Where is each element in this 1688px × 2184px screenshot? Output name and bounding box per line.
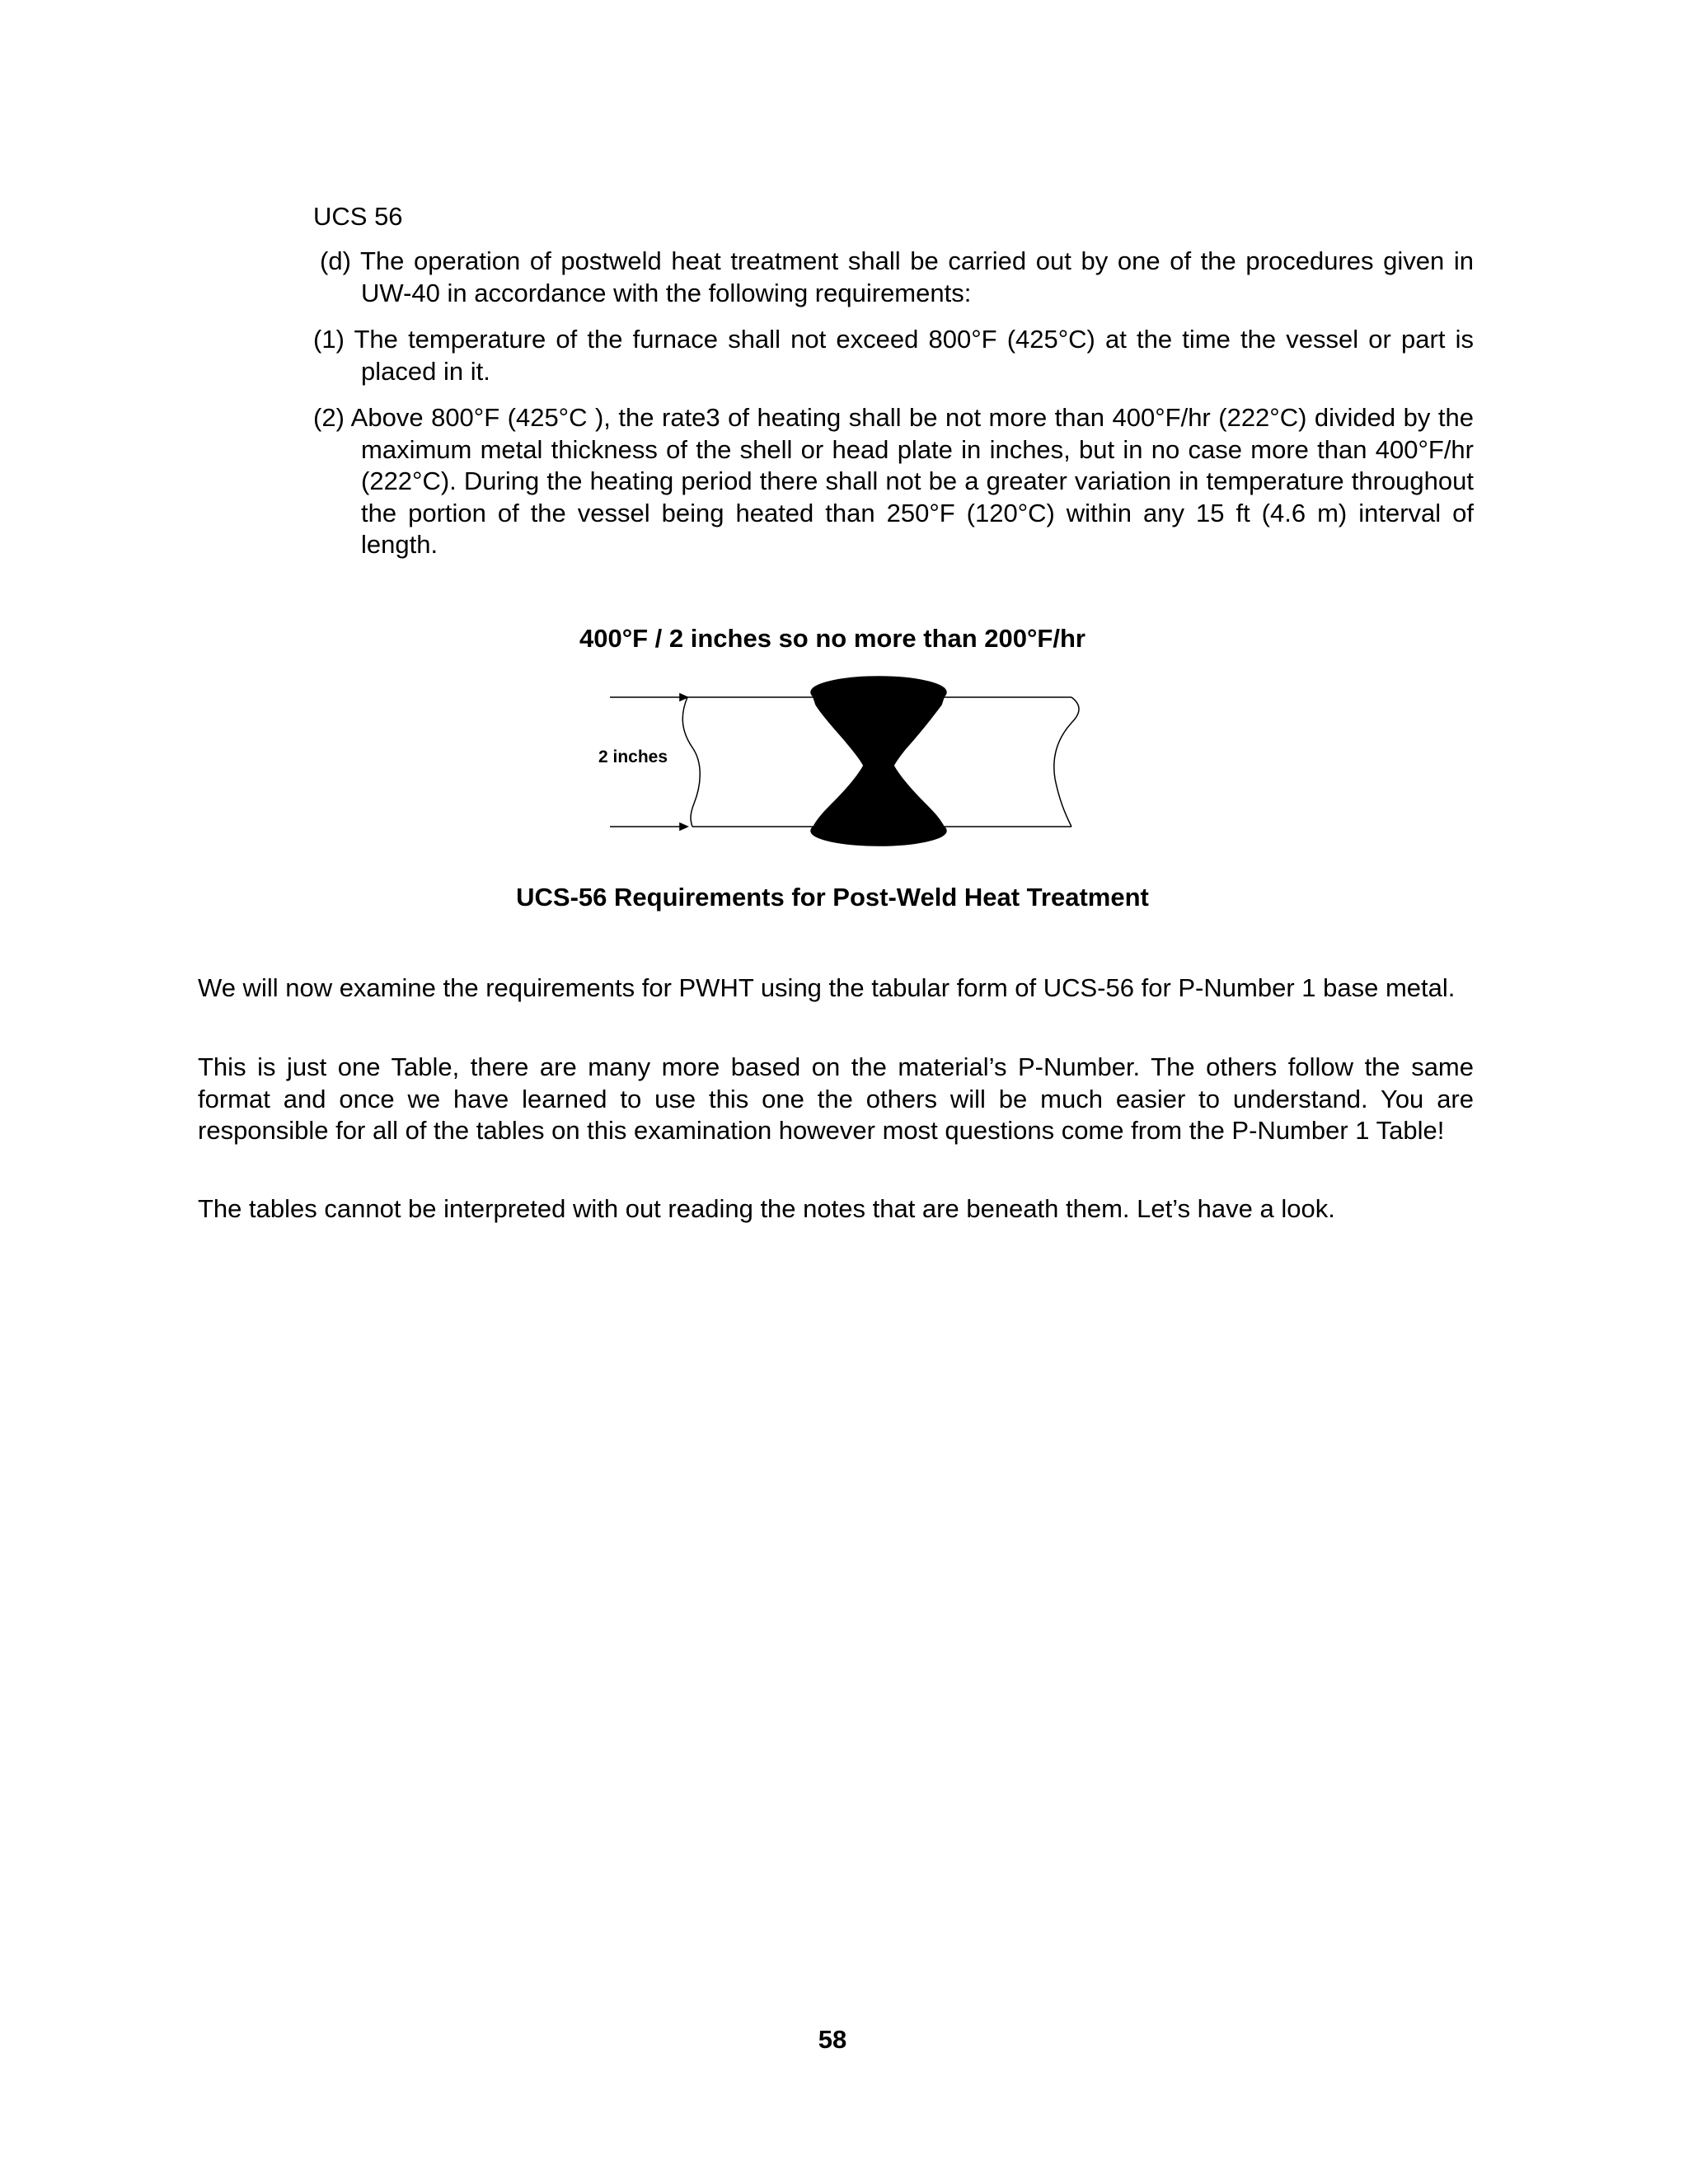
figure-caption: UCS-56 Requirements for Post-Weld Heat Treatment bbox=[516, 883, 1149, 912]
dimension-label: 2 inches bbox=[598, 748, 668, 766]
section-heading: UCS 56 bbox=[313, 202, 403, 231]
weld-bead bbox=[811, 677, 946, 846]
body-paragraph: This is just one Table, there are many more based on the material’s P-Number. The others follow the same format and once we have learned to use this one the others will be much easier to understand. You are responsible for all of the tables on this examination however most questions come from the P-Number 1 Table! bbox=[198, 1052, 1474, 1145]
body-paragraph: We will now examine the requirements for PWHT using the tabular form of UCS-56 for P-Number 1 base metal. bbox=[198, 973, 1456, 1002]
clause-2: (2) Above 800°F (425°C ), the rate3 of heating shall be not more than 400°F/hr (222°C) divided by the maximum metal thickness of the shell or head plate in inches, but in no case more than 400°F/hr (222°C). During the heating period there shall not be a greater variation in temperature throughout the portion of the vessel being heated than 250°F (120°C) within any 15 ft (4.6 m) interval of length. bbox=[313, 403, 1474, 559]
weld-diagram bbox=[577, 672, 1113, 853]
clause-d: (d) The operation of postweld heat treatment shall be carried out by one of the procedures given in UW-40 in accordance with the following requirements: bbox=[320, 246, 1474, 307]
figure-title: 400°F / 2 inches so no more than 200°F/hr bbox=[579, 624, 1085, 653]
page-number: 58 bbox=[818, 2025, 847, 2054]
clause-1: (1) The temperature of the furnace shall not exceed 800°F (425°C) at the time the vessel or part is placed in it. bbox=[313, 325, 1474, 386]
body-paragraph: The tables cannot be interpreted with out reading the notes that are beneath them. Let’s have a look. bbox=[198, 1194, 1335, 1223]
